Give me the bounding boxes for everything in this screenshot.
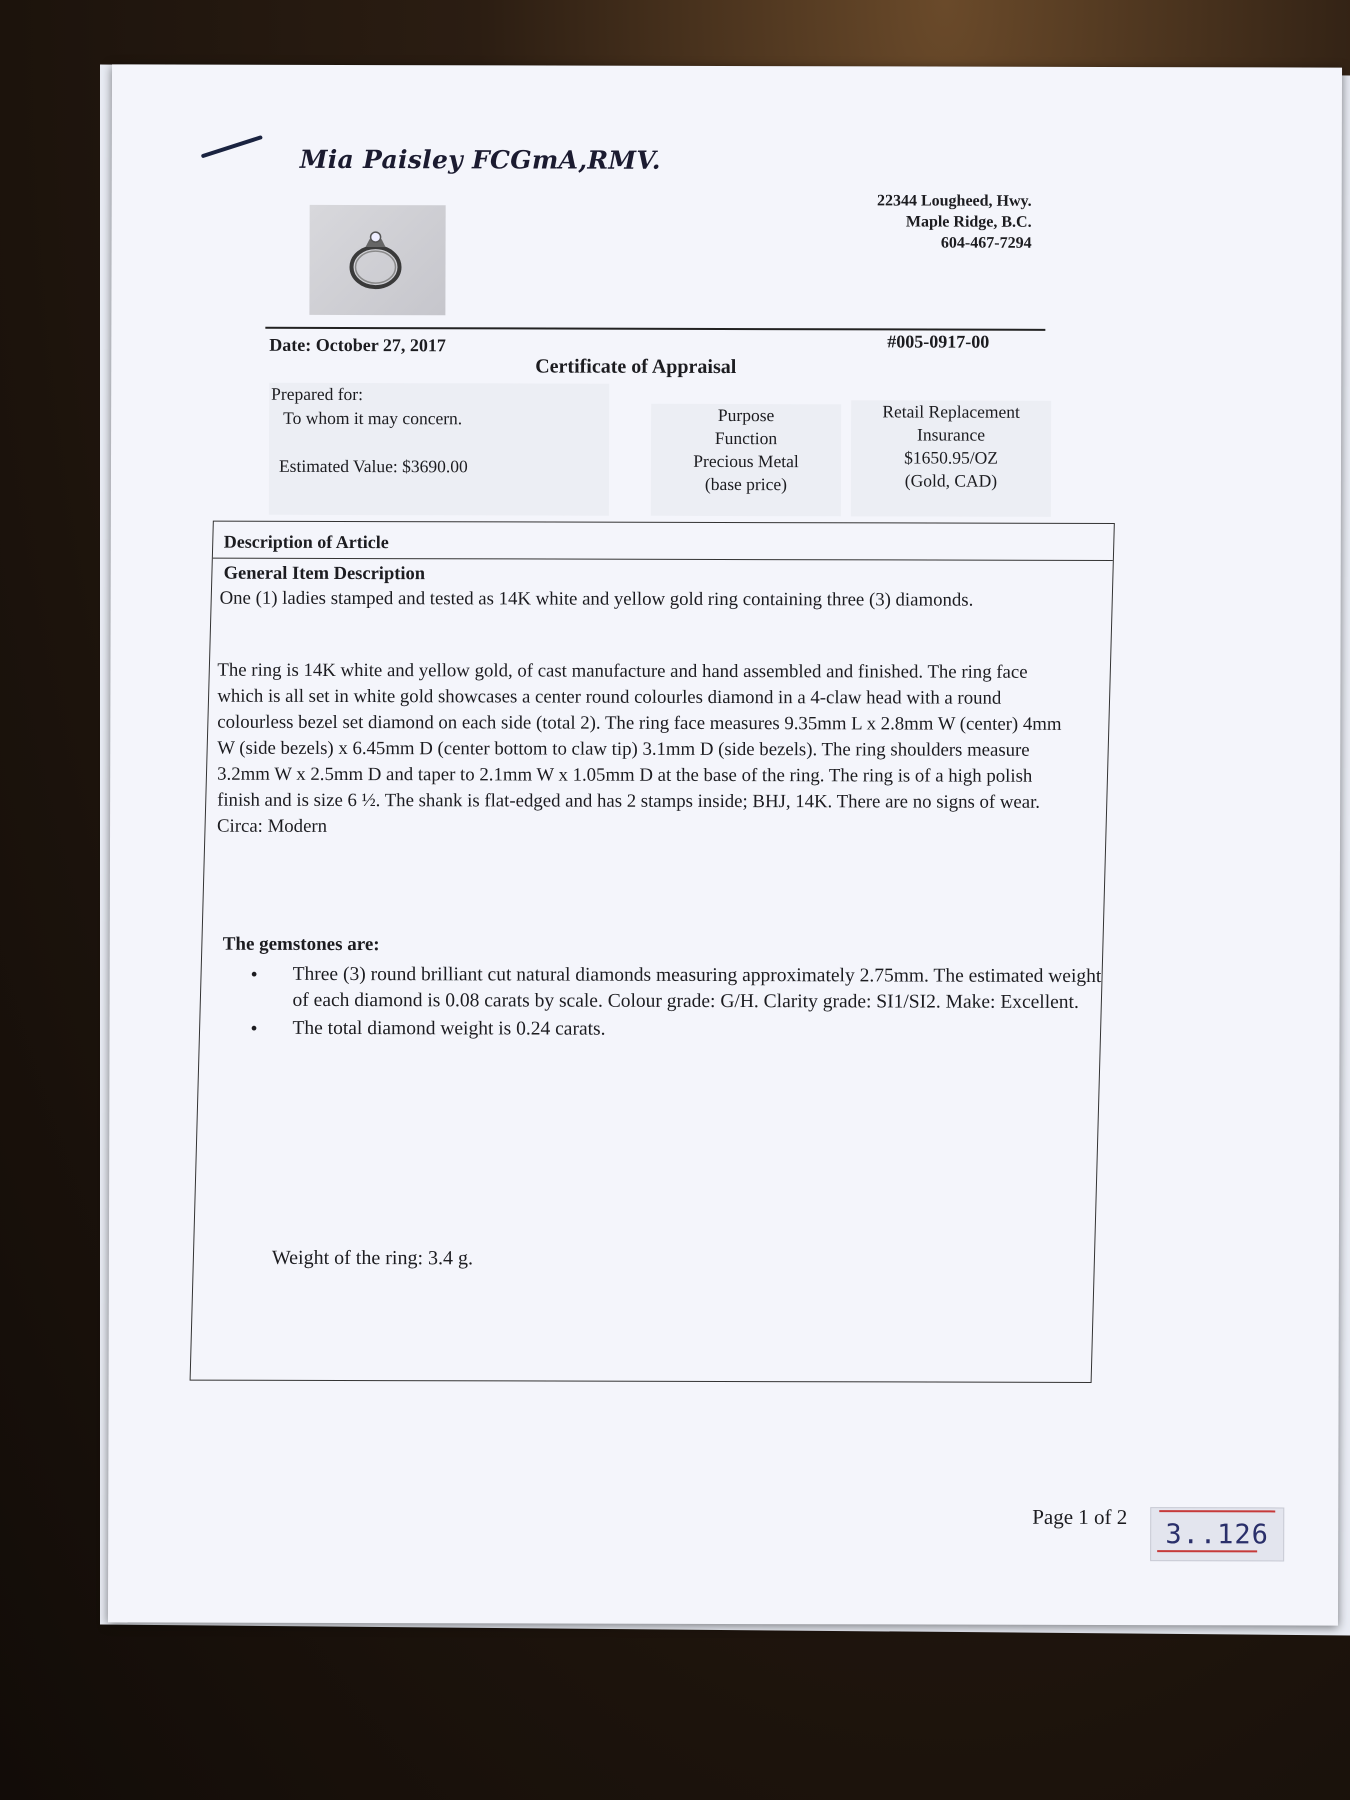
address-line2: Maple Ridge, B.C. xyxy=(905,213,1032,231)
prepared-for-recipient: To whom it may concern. xyxy=(283,407,463,429)
list-item: • The total diamond weight is 0.24 carats. xyxy=(250,1016,1110,1044)
pen-mark xyxy=(201,135,263,158)
precious-metal-label: Precious Metal xyxy=(693,450,799,472)
ring-icon xyxy=(345,225,409,295)
gemstones-heading: The gemstones are: xyxy=(222,933,380,956)
insurance-value: Insurance xyxy=(917,424,986,445)
description-heading: Description of Article xyxy=(223,531,389,553)
general-item-heading: General Item Description xyxy=(223,563,426,585)
function-label: Function xyxy=(714,427,778,449)
item-details: The ring is 14K white and yellow gold, of cast manufacture and hand assembled and finished. The ring face which is all set in white gold showcases a center round colourles diamond in a 4-claw head with a round colourless bezel set diamond on each side (total 2). The ring face measures 9.35mm L x 2.8mm W (center) 4mm W (side bezels) x 6.45mm D (center bottom to claw tip) 3.1mm D (side bezels). The ring shoulders measure 3.2mm W x 2.5mm D and taper to 2.1mm W x 1.05mm D at the base of the ring. The ring is of a high polish finish and is size 6 ½. The shank is flat-edged and has 2 stamps inside; BHJ, 14K. There are no signs of wear. Circa: Modern xyxy=(216,659,1062,837)
page-number: Page 1 of 2 xyxy=(1032,1504,1128,1530)
document-title: Certificate of Appraisal xyxy=(535,355,737,379)
address-line1: 22344 Lougheed, Hwy. xyxy=(876,192,1032,210)
ring-photo xyxy=(309,205,445,315)
estimated-value: Estimated Value: $3690.00 xyxy=(278,455,468,477)
gemstone-list xyxy=(250,962,1110,1046)
header-divider xyxy=(265,327,1045,331)
prepared-for-label: Prepared for: xyxy=(271,383,364,405)
gold-price-value: $1650.95/OZ xyxy=(904,447,998,468)
purpose-label: Purpose xyxy=(717,404,775,426)
prepared-for-block xyxy=(269,383,609,516)
base-price-label: (base price) xyxy=(704,473,788,495)
ring-weight: Weight of the ring: 3.4 g. xyxy=(271,1246,474,1270)
phone-number: 604-467-7294 xyxy=(940,234,1032,252)
appraisal-date: Date: October 27, 2017 xyxy=(269,334,446,356)
certificate-number: #005-0917-00 xyxy=(887,331,990,352)
list-item: • Three (3) round brilliant cut natural diamonds measuring approximately 2.75mm. The estimated weight of each diamond is 0.08 carats by scale. Colour grade: G/H. Clarity grade: SI1/SI2. Make: Excellent. xyxy=(251,962,1111,1016)
item-summary: One (1) ladies stamped and tested as 14K white and yellow gold ring containing three (3) diamonds. xyxy=(219,587,974,611)
description-box xyxy=(190,521,1115,1383)
inventory-sticker: 3..126 xyxy=(1150,1507,1284,1561)
address-block xyxy=(877,190,1032,253)
business-name: Mia Paisley FCGmA,RMV. xyxy=(299,144,661,175)
purpose-cell xyxy=(651,404,841,516)
appraisal-document xyxy=(108,64,1342,1625)
gold-currency-value: (Gold, CAD) xyxy=(904,470,998,491)
retail-replacement-value: Retail Replacement xyxy=(882,401,1020,422)
retail-cell xyxy=(851,400,1051,517)
